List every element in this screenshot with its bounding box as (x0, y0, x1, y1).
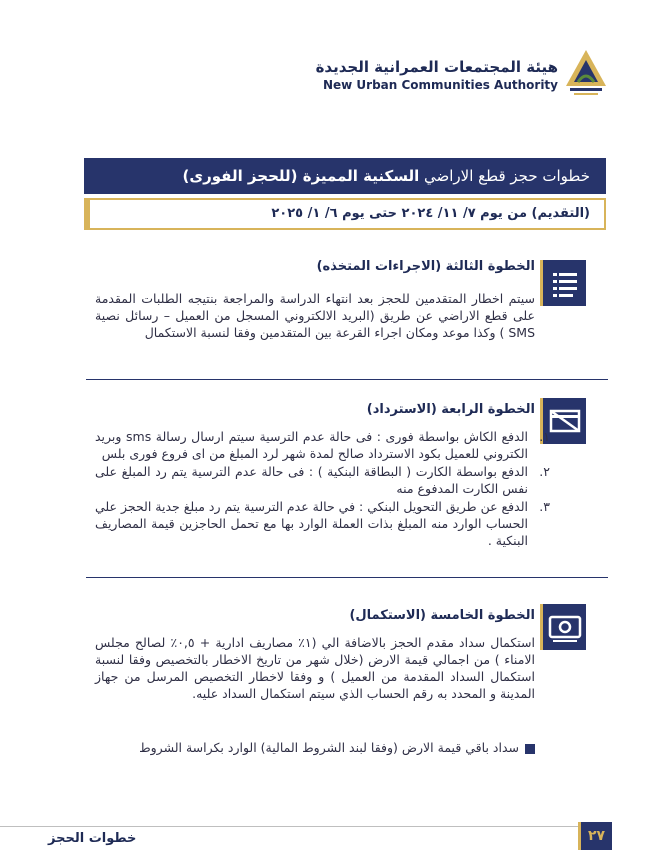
step3-title: الخطوة الثالثة (الاجراءات المتخذه) (316, 259, 535, 274)
banner-title-bold: السكنية المميزة (للحجز الفورى) (182, 167, 420, 185)
authority-logo (556, 46, 616, 104)
banknote-icon (540, 604, 586, 650)
step4-title: الخطوة الرابعة (الاسترداد) (366, 402, 535, 417)
section-divider (86, 379, 608, 380)
step5-body: استكمال سداد مقدم الحجز بالاضافة الي (١٪ مصاريف ادارية + ٠,٥٪ لصالح مجلس الامناء ) من اجمالي قيمة الارض (خلال شهر من تاريخ الاخطار بالتخصيص وفقا لنسبة استكمال السداد المقدمة من العميل ) و وفقا لاخطار التخصيص المرسل من جهاز المدينة و المحدد به رقم الحساب الذي سيتم استكمال السداد عليه. (95, 635, 536, 701)
list-icon (540, 260, 586, 306)
list-item-number: ١. (539, 429, 550, 444)
list-item (95, 463, 550, 497)
page-number: ٢٧ (578, 822, 612, 850)
list-item-number: ٢. (539, 464, 550, 479)
application-dates: (التقديم) من يوم ٧/ ١١/ ٢٠٢٤ حتى يوم ٦/ ١/ ٢٠٢٥ (84, 198, 606, 230)
list-item-text: الدفع الكاش بواسطة فورى : فى حالة عدم الترسية سيتم ارسال رسالة sms وبريد الكتروني للعميل بكود الاسترداد صالح لمدة شهر لرد المبلغ من اى فروع فورى بلس (95, 429, 528, 461)
refund-methods-list (95, 428, 550, 550)
remaining-payment-note (139, 740, 535, 755)
banner-title-prefix: خطوات حجز قطع الاراضي (419, 167, 590, 185)
remaining-payment-text: سداد باقي قيمة الارض (وفقا لبند الشروط المالية) الوارد بكراسة الشروط (139, 740, 519, 755)
step5-title: الخطوة الخامسة (الاستكمال) (349, 608, 535, 623)
section-divider (86, 577, 608, 578)
list-item (95, 498, 550, 549)
list-item-text: الدفع عن طريق التحويل البنكي : في حالة عدم الترسية يتم رد مبلغ جدية الحجز علي الحساب الوارد منه المبلغ بذات العملة الوارد بها مع تحمل الحاجزين قيمة المصاريف البنكية . (94, 499, 528, 548)
step3-body: سيتم اخطار المتقدمين للحجز بعد انتهاء الدراسة والمراجعة بنتيجه الطلبات المقدمة على قطع الاراضي عن طريق (البريد الالكتروني المسجل من العميل – رسائل نصية SMS ) وكذا موعد ومكان اجراء القرعة بين المتقدمين وفقا لنسبة الاستكمال (95, 291, 535, 340)
list-item-number: ٣. (539, 499, 550, 514)
list-item-text: الدفع بواسطة الكارت ( البطاقة البنكية ) : فى حالة عدم الترسية يتم رد المبلغ على نفس الكارت المدفوع منه (95, 464, 528, 496)
footer-title: خطوات الحجز (48, 831, 137, 846)
org-name-english: New Urban Communities Authority (322, 78, 558, 92)
org-name-arabic: هيئة المجتمعات العمرانية الجديدة (315, 58, 558, 76)
footer-divider (0, 826, 578, 827)
square-bullet-icon (525, 744, 535, 754)
list-item (95, 428, 550, 462)
title-banner (84, 158, 606, 194)
